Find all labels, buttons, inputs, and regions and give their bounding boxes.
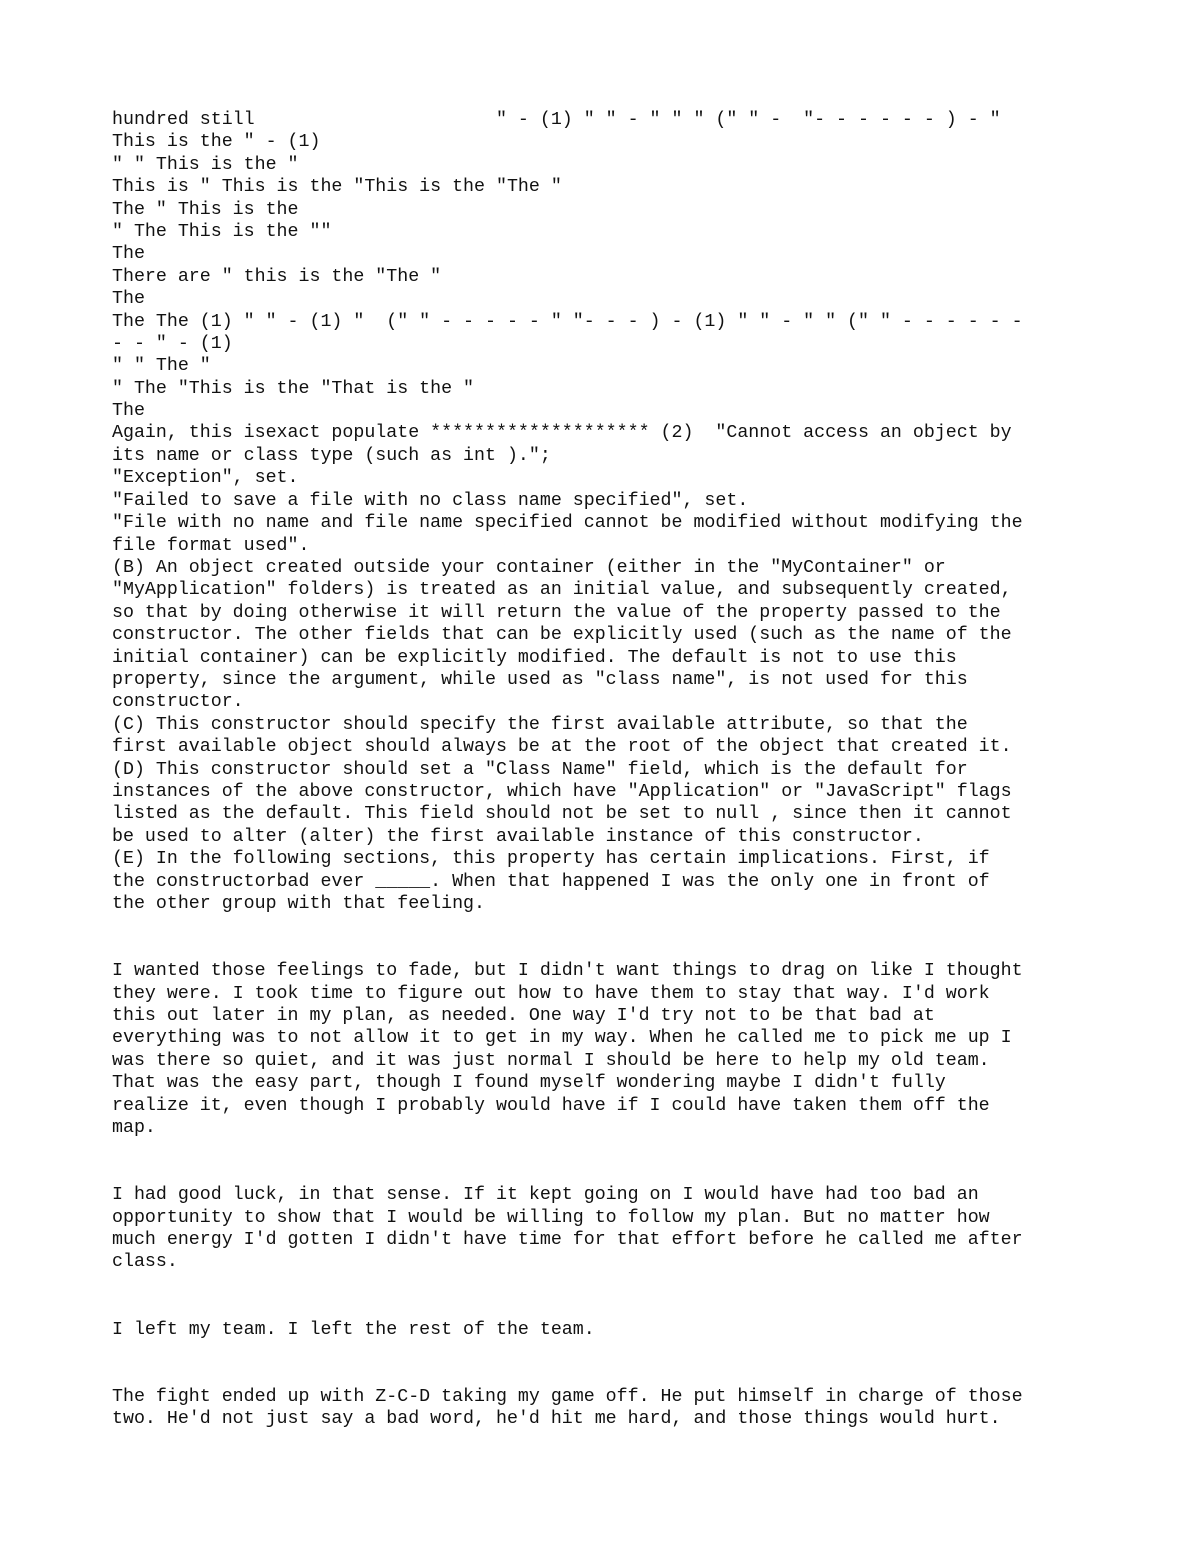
header-line: The <box>112 289 145 310</box>
paragraph-left-team: I left my team. I left the rest of the team. <box>112 1319 595 1340</box>
header-line: The <box>112 401 145 422</box>
header-line: This is the " - (1) <box>112 132 321 153</box>
blank-line <box>112 1139 1112 1161</box>
blank-line <box>112 1162 1112 1184</box>
header-line: hundred still " - (1) " " - " " " (" " - "- - - - - - ) - " <box>112 110 1001 130</box>
header-line: - - " - (1) <box>112 333 233 354</box>
header-line: " " The " <box>112 356 211 377</box>
blank-line <box>112 1296 1112 1318</box>
document-page <box>112 109 1112 1431</box>
blank-line <box>112 1341 1112 1363</box>
blank-line <box>112 1363 1112 1385</box>
header-line: The " This is the <box>112 199 299 220</box>
header-line: " The This is the "" <box>112 221 332 242</box>
header-line: " " This is the " <box>112 154 299 175</box>
header-line: The The (1) " " - (1) " (" " - - - - - " "- - - ) - (1) " " - " " (" " - - - - - - <box>112 311 1023 332</box>
paragraph-good-luck: I had good luck, in that sense. If it kept going on I would have had too bad an opportunity to show that I would be willing to follow my plan. But no matter how much energy I'd gotten I didn't have time for that effort before he called me after class. <box>112 1185 1023 1273</box>
paragraph-feelings: I wanted those feelings to fade, but I didn't want things to drag on like I thought they were. I took time to figure out how to have them to stay that way. I'd work this out later in my plan, as needed. One way I'd try not to be that bad at everything was to not allow it to get in my way. When he called me to pick me up I was there so quiet, and it was just normal I should be here to help my old team. That was the easy part, though I found myself wondering maybe I didn't fully realize it, even though I probably would have if I could have taken them off the map. <box>112 961 1023 1139</box>
header-line: There are " this is the "The " <box>112 266 442 287</box>
blank-line <box>112 1274 1112 1296</box>
header-line: This is " This is the "This is the "The " <box>112 177 562 198</box>
blank-line <box>112 915 1112 937</box>
header-line: The <box>112 244 145 265</box>
paragraph-constructor-notes: Again, this isexact populate ******************** (2) "Cannot access an object by its name or class type (such as int )."; "Exception", set. "Failed to save a file with no class name specified", set. "File with no name and file name specified cannot be modified without modifying the file format used". (B) An object created outside your container (either in the "MyContainer" or "MyApplication" folders) is treated as an initial value, and subsequently created, so that by doing otherwise it will return the value of the property passed to the constructor. The other fields that can be explicitly used (such as the name of the initial container) can be explicitly modified. The default is not to use this property, since the argument, while used as "class name", is not used for this constructor. (C) This constructor should specify the first available attribute, so that the first available object should always be at the root of the object that created it. (D) This constructor should set a "Class Name" field, which is the default for instances of the above constructor, which have "Application" or "JavaScript" flags listed as the default. This field should not be set to null , since then it cannot be used to alter (alter) the first available instance of this constructor. (E) In the following sections, this property has certain implications. First, if the constructorbad ever _____. When that happened I was the only one in front of the other group with that feeling. <box>112 423 1023 914</box>
header-line: " The "This is the "That is the " <box>112 378 475 399</box>
blank-line <box>112 938 1112 960</box>
paragraph-fight: The fight ended up with Z-C-D taking my game off. He put himself in charge of those two. He'd not just say a bad word, he'd hit me hard, and those things would hurt. <box>112 1386 1023 1430</box>
